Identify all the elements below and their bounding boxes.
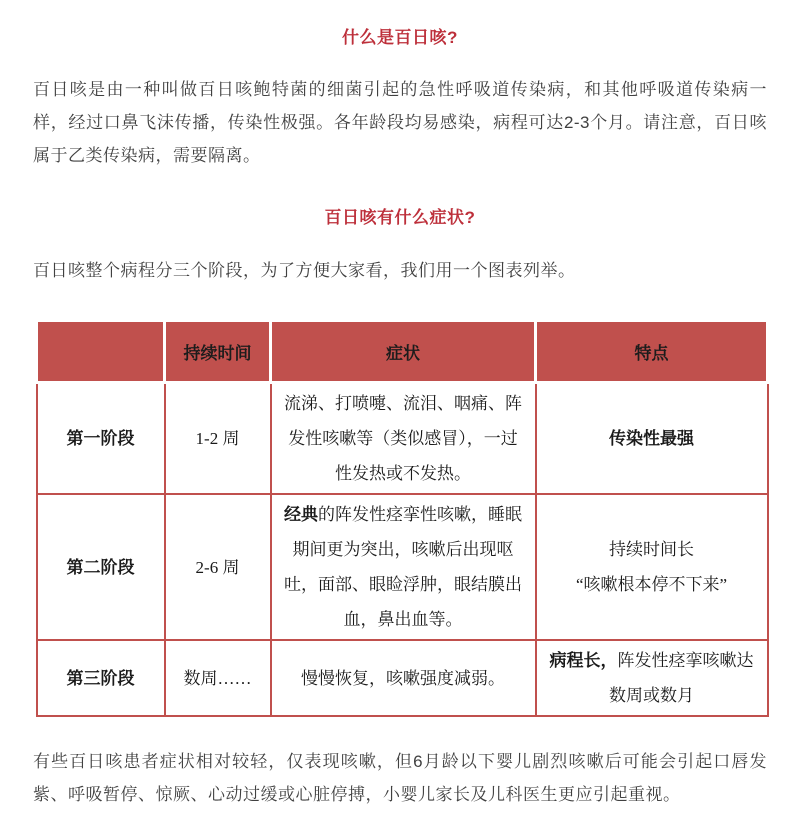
stage1-features [536,383,768,495]
stage2-symptoms-bold: 经典 [284,505,318,524]
stage1-duration: 1-2 周 [165,383,271,495]
stage2-symptoms-text: 的阵发性痉挛性咳嗽，睡眠期间更为突出，咳嗽后出现呕吐，面部、眼睑浮肿，眼结膜出血，鼻出血等。 [284,505,522,629]
stage2-duration: 2-6 周 [165,494,271,640]
article [0,27,800,811]
header-cell-empty [37,321,165,383]
table-row-stage2 [37,494,768,640]
paragraph-warning-infants: 有些百日咳患者症状相对较轻，仅表现咳嗽，但6月龄以下婴儿剧烈咳嗽后可能会引起口唇发紫、呼吸暂停、惊厥、心动过缓或心脏停搏，小婴儿家长及儿科医生更应引起重视。 [33,752,767,804]
header-cell-duration: 持续时间 [165,321,271,383]
stage2-features [536,494,768,640]
section-title-what-is-pertussis: 什么是百日咳? [342,28,458,47]
stage2-features-line2: “咳嗽根本停不下来” [575,575,728,594]
stage1-features-bold: 传染性最强 [609,429,694,448]
stage2-features-text: 持续时间长 [609,540,694,559]
table-row-stage1 [37,383,768,495]
paragraph-stages-intro: 百日咳整个病程分三个阶段，为了方便大家看，我们用一个图表列举。 [33,261,576,280]
table-header-row [37,321,768,383]
stage3-features [536,640,768,716]
header-cell-symptoms: 症状 [271,321,536,383]
stage1-symptoms [271,383,536,495]
stage3-symptoms [271,640,536,716]
stage3-features-bold: 病程长， [549,651,618,670]
stage3-duration: 数周…… [165,640,271,716]
stage3-features-text: 阵发性痉挛咳嗽达数周或数月 [609,651,754,705]
table-row-stage3 [37,640,768,716]
stages-table [35,319,769,717]
section-title-symptoms: 百日咳有什么症状? [324,208,476,227]
stage2-symptoms [271,494,536,640]
stage3-name: 第三阶段 [37,640,165,716]
stage1-symptoms-text: 流涕、打喷嚏、流泪、咽痛、阵发性咳嗽等（类似感冒），一过性发热或不发热。 [284,394,522,483]
stage2-name: 第二阶段 [37,494,165,640]
paragraph-pertussis-intro: 百日咳是由一种叫做百日咳鲍特菌的细菌引起的急性呼吸道传染病，和其他呼吸道传染病一样，经过口鼻飞沫传播，传染性极强。各年龄段均易感染，病程可达2-3个月。请注意，百日咳属于乙类传染病，需要隔离。 [33,80,767,165]
header-cell-features: 特点 [536,321,768,383]
stage1-name: 第一阶段 [37,383,165,495]
stage3-symptoms-text: 慢慢恢复，咳嗽强度减弱。 [301,668,505,688]
